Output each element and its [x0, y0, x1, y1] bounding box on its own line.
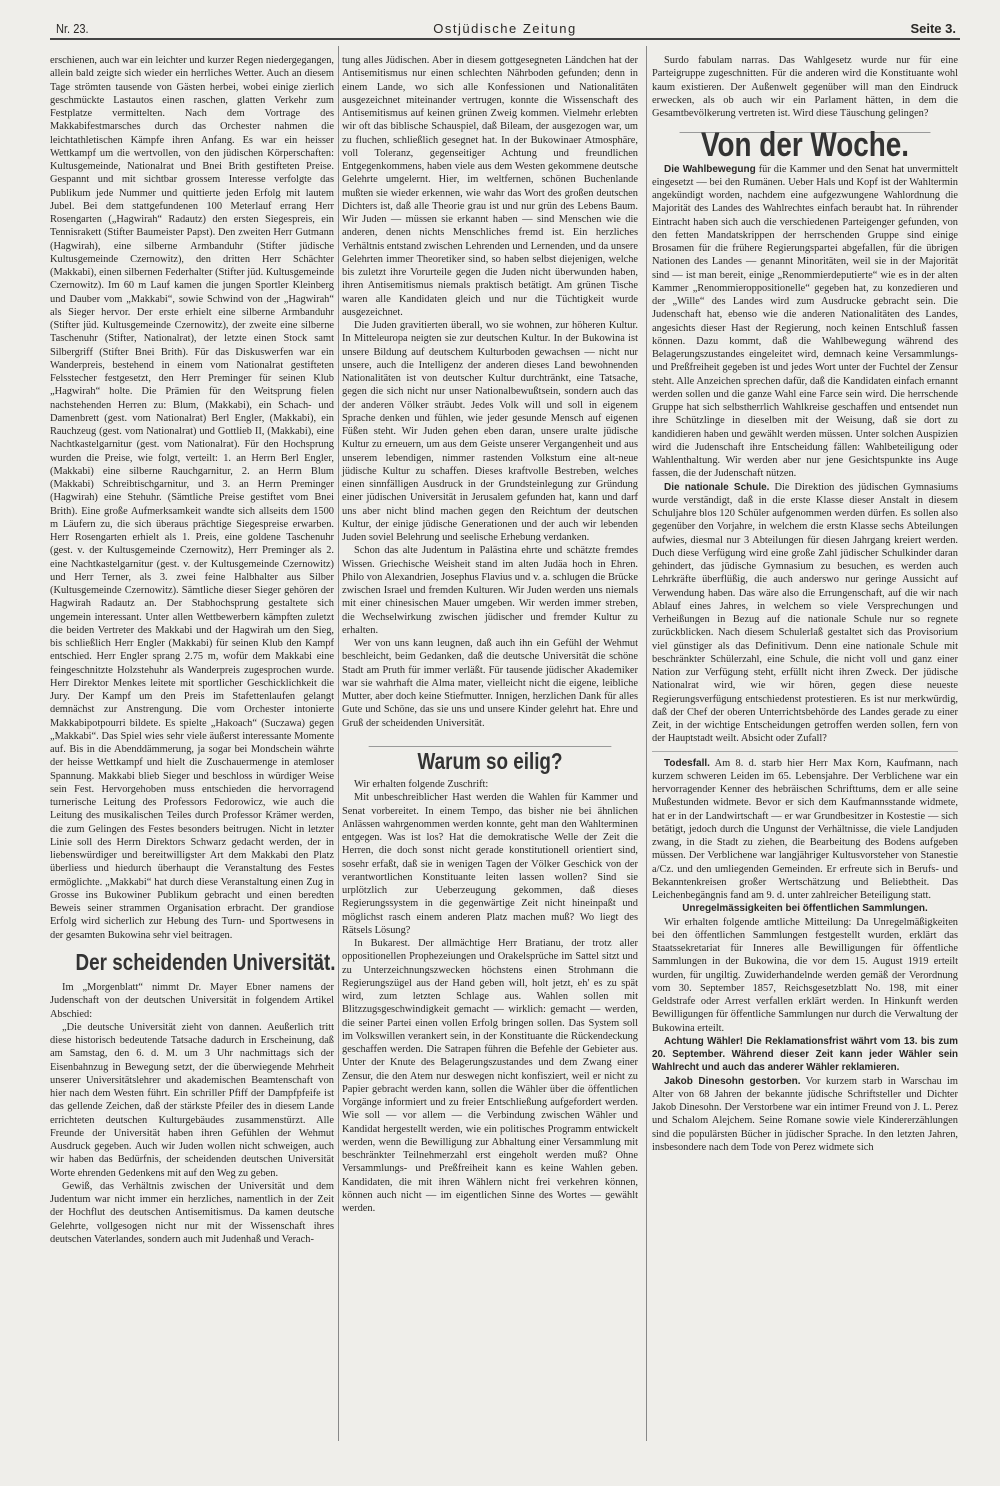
- column-divider: [338, 46, 339, 1441]
- page-number: Seite 3.: [910, 21, 956, 36]
- news-item: [652, 1035, 958, 1075]
- article-paragraph: Mit unbeschreiblicher Hast werden die Wahlen für Kammer und Senat vorbereitet. In einem Tempo, das bisher nie bei ähnlichen Anlässen wahrgenommen werden konnte, geht man den Wahlterminen entgegen. Was ist los? Hat die demokratische Welle der Zeit die Herren, die doch sonst nicht gerade konstitutionell orientiert sind, sosehr erfaßt, daß sie in wenigen Tagen der Völker Geschick von der verantwortlichen Konstituante leiten lassen wollen? Sind sie urplötzlich zur Ueberzeugung gekommen, daß dieses Regierungssystem in die gegenwärtige Zeit nicht hineinpaßt und möglichst rasch einem anderen Platz machen muß? Wo liegt des Rätsels Lösung?: [342, 792, 638, 936]
- article-paragraph: erschienen, auch war ein leichter und kurzer Regen niedergegangen, allein bald zeigte sich wieder ein herrliches Wetter. Auch an diesem Tage strömten tausende von Gästen herbei, wobei einige zierlich geschmückte Lastautos einen raschen, glatten Verkehr zum Festplatze vermittelten. Nach dem Vortrage des Makkabifestmarsches durch das Orchester nahmen die leichtathletischen Kämpfe ihren Anfang. Es war ein heisser Wettkampf um die wertvollen, von den jüdischen Körperschaften: Kultusgemeinde, Nationalrat und Bnei Brith gestifteten Preise. Gespannt und mit sichtbar grossem Interesse verfolgte das Publikum jede Nummer und quittierte jeden Erfolg mit lautem Jubel. Bei dem stattgefundenen 100 Meterlauf errang Herr Rosengarten („Hagwirah“ Radautz) den ersten Siegespreis, ein Tennisrakett (Stifter Baumeister Papst). Den zweiten Herr Gutmann (Hagwirah), eine silberne Armbanduhr (Stifter jüdische Kultusgemeinde Czernowitz), den dritten Herr Schächter (Makkabi), einen silbernen Federhalter (Stifter jüd. Kultusgemeinde Czernowitz). Im 60 m Lauf kamen die jungen Sportler Kleinberg und Dauber vom „Makkabi“, sowie Schwind von der „Hagwirah“ als Sieger hervor. Der erste erhielt eine silberne Armbanduhr (Stifter jüd. Kultusgemeinde Czernowitz), der zweite eine silberne Taschenuhr (Stifter, Nationalrat), der letzte einen Stock samt Silbergriff (Stifter Bnei Brith). Für das Diskuswerfen war ein Wanderpreis, bestehend in einem vom Nationalrat gestifteten Felsstecher festgesetzt, den Herr Preminger für seinen Klub „Hagwirah“ holte. Die Prämien für den Weitsprung fielen nachstehenden Herren zu: Blum, (Makkabi), ein Schach- und Damenbrett (gest. vom Nationalrat) Berl Engler, (Makkabi), ein Rauchzeug (gest. vom Nationalrat) und Gottlieb II, (Makkabi), eine Nachtkastelgarnitur (gest. vom Nationalrat). Für den Hochsprung wurden die Preise, wie folgt, verteilt: 1. an Herrn Berl Engler, (Makkabi) eine silberne Rauchgarnitur, 2. an Herrn Blum (Makkabi) Schreibtischgarnitur, und 3. an Herrn Preminger (Hagwirah) eine Stehuhr. (Sämtliche Preise gestiftet vom Bnei Brith). Eine große Aufmerksamkeit wandte sich allseits dem 1500 m Läufern zu, die sich überaus prächtige Siegespreise erwarben. Herr Rosengarten erhielt als 1. Preis, eine goldene Taschenuhr (gest. v. der Kultusgemeinde Czernowitz), Herr Preminger als 2. eine Nachtkastelgarnitur (gest. v. der Kultusgemeinde Czernowitz) und Herr Terner, als 3. zwei feine Halbhalter aus Silber (Kultusgemeinde Czernowitz). Sämtliche dieser Sieger gehören der Hagwirah Radautz an. Der Stabhochsprung gestaltete sich ungemein interessant. Unter allen Wettbewerbern kämpften zuletzt die beiden Vertreter des Makkabi und der Hagwirah um den Sieg, bis schließlich Herr Engler (Makkabi) für seinen Klub den Kampf entschied. Herr Engler sprang 2.75 m, wofür dem Makkabi eine feingeschnitzte Holzstehuhr als Wanderpreis zugesprochen wurde. Herr Direktor Menkes leitete mit sportlicher Geschicklichkeit die Jury. Der Kampf um den Preis im Stafettenlaufen gelangt demnächst zur Anstrengung. Die vom Orchester intonierte Makkabipotpourri bildete. Es spielte „Hakoach“ (Suczawa) gegen „Makkabi“. Das Spiel wies sehr viele äußerst interessante Momente auf. Bis in die Abenddämmerung, ja sogar bei Mondschein währte der heisse Wettkampf und hielt die Zuschauermenge in atemloser Spannung. Makkabi blieb Sieger und beschloss in würdiger Weise sein Fest. Hervorgehoben muss entschieden die hervorragend turnerische Leitung des Professors Fedorowicz, wie auch die Leitung des musikalischen Teiles durch Professor Krämer werden, die zum Gelingen des Festes besonders beitrugen. Nicht in letzter Linie soll des Herrn Direktors Schwarz gedacht werden, der in liebenswürdiger und bereitwilligster Art dem Makkabi den Platz überliess und hiedurch überhaupt die Veranstaltung des Festes ermöglichte. „Makkabi“ hat durch diese Veranstaltung einen Zug in Grosse ins Bukowiner Publikum gebracht und einen beredten Beweis seiner strammen Organisation erbracht. Der grandiose Erfolg wird sicherlich zur Hebung des Turn- und Sportwesens in der gesamten Bukowina sehr viel beitragen.: [50, 55, 334, 941]
- article-heading: Warum so eilig?: [369, 746, 612, 768]
- news-text: Am 8. d. starb hier Herr Max Korn, Kaufmann, nach kurzem schweren Leiden im 65. Lebensjahre. Der Verblichene war ein hervorragender Kenner des hebräischen Schrifttums, dem er alle seine Mußestunden widmete. Bevor er sich dem Kaufmannsstande widmete, hat er in der Landwirtschaft — er war Grundbesitzer in Kostestie — sich betätigt, jedoch durch die Ungunst der Verhältnisse, die viele Landjuden zwang, in die Stadt zu ziehen, die Bearbeitung des Bodens aufgeben müssen. Der Verblichene war langjähriger Kultusvorsteher von Stanestie a/Cz. und den umliegenden Gemeinden. Er erfreute sich in Berufs- und Bekanntenkreisen großer Wertschätzung und Beliebtheit. Das Leichenbegängnis fand am 9. d. unter zahlreicher Beteiligung statt.: [652, 757, 958, 901]
- news-text: Vor kurzem starb in Warschau im Alter von 68 Jahren der bekannte jüdische Schriftsteller und Dichter Jakob Dinesohn. Der Verstorbene war ein intimer Freund von J. L. Perez und Schalom Alejchem. Seine Romane sowie viele Kindererzählungen sind die populärsten Bücher in jüdischer Sprache. In den letzten Jahren, insbesondere nach dem Tode von Perez widmete sich: [652, 1075, 958, 1153]
- news-item: [652, 163, 958, 481]
- article-paragraph: Die Juden gravitierten überall, wo sie wohnen, zur höheren Kultur. In Mitteleuropa neigten sie zur deutschen Kultur. In der Bukowina ist unsere Bildung auf deutschem Kulturboden gewachsen — nicht nur unsere, auch die Intelligenz der anderen dieses Land bewohnenden Nationalitäten ist von deutscher Kultur durchtränkt, eine Tatsache, gegen die sich nicht nur unser Nationalbewußtsein, sondern auch das der anderen Völker sträubt. Jedes Volk will und soll in eigenem Sprache denken und fühlen, wie jeder gesunde Mensch auf eigenen Füßen steht. Wir Juden gehen eben daran, unsere uralte jüdische Kultur zu erneuern, um aus dem Geiste unserer Vergangenheit und aus unserem lebendigen, nimmer rastenden Volkstum eine alt-neue jüdische Kultur zu schaffen. Dieses kraftvolle Bestreben, welches einen sinnfälligen Ausdruck in der Grundsteinlegung zur Gründung einer jüdischen Universität in Jerusalem gefunden hat, kann und darf uns aber nicht blind machen gegen den Reichtum der deutschen Kultur, der einige jüdische Generationen und der auch wir lebenden Juden soviel Belehrung und seelische Erhebung verdanken.: [342, 320, 638, 543]
- article-paragraph: Schon das alte Judentum in Palästina ehrte und schätzte fremdes Wissen. Griechische Weisheit stand im alten Judäa hoch in Ehren. Philo von Alexandrien, Josephus Flavius und v. a. schlugen die Brücke zwischen Israel und fremden Kulturen. Wir Juden werden uns niemals mit einer chinesischen Mauer umgeben. Wir werden immer streben, die Wechselwirkung zwischen jüdischer und fremder Kultur zu erhalten.: [342, 545, 638, 636]
- news-lead: Die nationale Schule.: [664, 481, 770, 493]
- article-paragraph: tung alles Jüdischen. Aber in diesem gottgesegneten Ländchen hat der Antisemitismus nur einen schlechten Nährboden gefunden; denn in einem Lande, wo sich alle Konfessionen und Nationalitäten ausgezeichnet miteinander vertrugen, konnte die Wissenschaft des Antisemitismus auf keinen grünen Zweig kommen. Vielmehr erlebten wir oft das biblische Schauspiel, daß Bileam, der ausgezogen war, um zu fluchen, schließlich gesegnet hat. In der Bukowinaer Atmosphäre, voll Toleranz, gegenseitiger Achtung und freundlichen Entgegenkommens, haben viele aus dem Westen gekommene deutsche Gelehrte umgelernt. Hier, im weltfernen, schönen Buchenlande mußten sie wieder erkennen, wie wahr das Wort des großen deutschen Dichters ist, daß alle Theorie grau ist und nur grün des Lebens Baum. Wir Juden — müssen sie erkannt haben — sind Menschen wie die anderen, denen nichts Menschliches fremd ist. Ein herzliches Verhältnis entstand zwischen Lehrenden und Lernenden, und da unsere Gelehrten immer Theoretiker sind, so haben selbst diejenigen, welche bis zuletzt ihre Vorurteile gegen die Juden nicht überwunden haben, ihren Antisemitismus niemals praktisch betätigt. Am grünen Tische waren alle Kandidaten gleich und nur die Tüchtigkeit wurde ausgezeichnet.: [342, 55, 638, 318]
- column-2: [342, 54, 638, 1215]
- news-item: [652, 757, 958, 903]
- newspaper-title: Ostjüdische Zeitung: [433, 21, 577, 36]
- news-item: [652, 481, 958, 746]
- article-paragraph: Wir erhalten folgende Zuschrift:: [354, 779, 489, 790]
- news-item: Wir erhalten folgende amtliche Mitteilung: Da Unregelmäßigkeiten bei den öffentlichen Sammlungen festgestellt wurden, erklärt das Staatssekretariat für Inneres alle Bewilligungen für öffentliche Sammlungen in der Bukowina, die vor dem 15. August 1919 erteilt wurden, für ungiltig. Zuwiderhandelnde werden gemäß der Verordnung vom 30. September 1857, Reichsgesetzblatt No. 198, mit einer Geldstrafe oder Arrest verfallen erklärt werden. In Hinkunft werden Bewilligungen für öffentliche Sammlungen nur durch die Verwaltung der Bukowina erteilt.: [652, 916, 958, 1034]
- news-lead: Jakob Dinesohn gestorben.: [664, 1075, 801, 1087]
- divider: [652, 751, 958, 752]
- news-text: Die Direktion des jüdischen Gymnasiums wurde verständigt, daß in die erste Klasse dieser Anstalt in diesem Schuljahre blos 120 Schüler aufgenommen werden dürfen. Es sollen also gegenüber den Vorjahre, in welchem die erstn Klasse sechs Abteilungen aufwies, diesmal nur 3 Abteilungen für diesen Jahrgang kreiert werden. Duch diese Verfügung wird eine große Zahl jüdischer Schulkinder daran gehindert, das jüdische Gymnasium zu besuchen, es werden auch Lehrkräfte überflüßig, die auch anderswo nur geringe Aussicht auf Verwendung haben. Das wäre also die Errungenschaft, auf die wir nach Ablauf eines Jahres, in welchem so viele Versprechungen und Verheißungen in Bezug auf die nationale Schule nur so regnete zurückblicken. Nach diesem Schulerlaß gestaltet sich das Provisorium viel günstiger als das Definitivum. Denn eine nationale Schule mit beschränkter Schülerzahl, eine Schule, die nicht voll und ganz einer Nation zur Verfügung steht, erfüllt nicht ihren Zweck. Der jüdische Nationalrat wird, wie wir hören, gegen diese neueste Regierungsverfügung entschiedenst protestieren. Es ist nur merkwürdig, daß der Chef der oberen Unterrichtsbehörde des Landes gerade zu einer Zeit, in der wichtige Entscheidungen getroffen werden sollen, fern von der Hauptstadt weilt. Absicht oder Zufall?: [652, 481, 958, 745]
- column-1: [50, 54, 334, 1246]
- article-paragraph: „Die deutsche Universität zieht von dannen. Aeußerlich tritt diese historisch bedeutende Tatsache dadurch in Erscheinung, daß am Samstag, den 6. d. M. um 3 Uhr nachmittags sich der Eisenbahnzug in Bewegung setzt, der die überwiegende Mehrheit unserer Universitätslehrer und akademischen Beamtenschaft von hier nach dem Westen führt. Ein schriller Pfiff der Dampfpfeife ist das gellende Zeichen, daß der stärkste Pfeiler des in diesem Lande errichteten deutschen Kulturgebäudes zusammenstürzt. Alle Freunde der Universität haben ihren Gefühlen der Wehmut Ausdruck gegeben. Auch wir Juden wollen nicht schweigen, auch wir haben das Bedürfnis, der scheidenden deutschen Universität Worte ehrenden Gedenkens mit auf den Weg zu geben.: [50, 1021, 334, 1179]
- news-lead: Die Wahlbewegung: [664, 163, 756, 175]
- news-subheading: Unregelmässigkeiten bei öffentlichen Sammlungen.: [682, 903, 928, 915]
- article-paragraph: Im „Morgenblatt“ nimmt Dr. Mayer Ebner namens der Judenschaft von der deutschen Universität in folgendem Artikel Abschied:: [50, 982, 334, 1020]
- news-item: [652, 1075, 958, 1155]
- issue-number: Nr. 23.: [56, 21, 89, 36]
- article-paragraph: Wer von uns kann leugnen, daß auch ihn ein Gefühl der Wehmut beschleicht, beim Gedanken, daß die deutsche Universität die schöne Stadt am Pruth für immer verläßt. Für tausende jüdischer Akademiker war sie wahrhaft die Alma mater, vielleicht nicht die eigene, leibliche Mutter, aber doch keine Stiefmutter. Innigen, herzlichen Dank für alles Gute und Schöne, das sie uns und unsere Kinder gelehrt hat. Ehre und Gruß der scheidenden Universität.: [342, 638, 638, 729]
- news-lead: Todesfall.: [664, 757, 710, 769]
- column-divider: [646, 46, 647, 1441]
- news-lead: Achtung Wähler!: [664, 1035, 744, 1047]
- article-paragraph: In Bukarest. Der allmächtige Herr Bratianu, der trotz aller oppositionellen Prophezeiungen und Orakelsprüche im Sattel sitzt und zu Unterzeichnungszwecken höchstens einen Strohmann die Regierungszügel aus der Hand geben will, holt jetzt, eh' es zu spät wird, zum letzten Schlage aus. Wahlen sollen mit Blitzzugsgeschwindigkeit gemacht — wirklich: gemacht — werden, die seiner Partei einen vollen Erfolg bringen sollen. Das System soll im Volkswillen verankert sein, in der Konstituante die Rückendeckung geschaffen werden. Die Satrapen führen die Befehle der Gebieter aus. Unter der Knute des Belagerungszustandes und dem Zwang einer Zensur, die den Atem nur deswegen nicht konfisziert, weil er nicht zu Papier gebracht werden kann, sollen die Wähler über die öffentlichen Vorgänge informiert und zu freier Entschließung aufgefordert werden. Wie soll — vor allem — die Verbindung zwischen Wähler und Kandidat hergestellt werden, wie ein politisches Programm entwickelt werden, wenn die Bewilligung zur Abhaltung einer Versammlung mit beschränkter Teilnehmerzahl erst eingeholt werden muß? Ohne Versammlungs- und Preßfreiheit kann es keine Wahlen geben. Kandidaten, die mit ihren Wählern nicht frei verkehren können, können auch nicht — im eigentlichen Sinne des Wortes — gewählt werden.: [342, 938, 638, 1214]
- article-paragraph: Surdo fabulam narras. Das Wahlgesetz wurde nur für eine Parteigruppe zugeschnitten. Für die anderen wird die Konstituante wohl kaum existieren. Der Außenwelt gegenüber will man den Eindruck erwecken, als ob auch wir ein Parlament hätten, in dem die Gesamtbevölkerung vertreten ist. Wird diese Täuschung gelingen?: [652, 55, 958, 119]
- page-header: [50, 18, 960, 40]
- column-3: [652, 54, 958, 1154]
- article-paragraph: Gewiß, das Verhältnis zwischen der Universität und dem Judentum war nicht immer ein herzliches, namentlich in der Zeit der Hochflut des deutschen Antisemitismus. Da kamen deutsche Gelehrte, vollgesogen nicht nur mit der Wissenschaft ihres deutschen Vaterlandes, sondern auch mit Judenhaß und Verach-: [50, 1180, 334, 1245]
- news-text: für die Kammer und den Senat hat unvermittelt eingesetzt — bei den Rumänen. Ueber Hals und Kopf ist der Wahltermin angekündigt worden, nachdem eine aufgezwungene Wahlordnung die Majorität des Landes des Wahlrechtes einfach beraubt hat. In rührender Eintracht haben sich auch die verschiedenen Parteigenger gefunden, von den fetten Mandatskrippen der herrschenden Gruppe sind einige Brosamen für die frühere Regierungspartei abgefallen, für die übrigen Nationen des Landes — genannt Minoritäten, weil sie in der Majorität sind — ist man bereit, einige „Renommierdeputierte“ wie es in der alten Kammer „Renommieroppositionelle“ gegeben hat, zu konzedieren und der „Wille“ des Landes wird zum Ausdrucke gebracht sein. Die Judenschaft hat, ebenso wie die anderen Nationalitäten des Landes, angesichts dieser Hast der Regierung, noch keinen Entschluß fassen können. Dazu kommt, daß die Wahlbewegung während des Belagerungszustandes eingeleitet wird, demnach keine Versammlungs- und Preßfreiheit gegeben ist und jedes Wort unter der Fuchtel der Zensur steht. Alle Anzeichen sprechen dafür, daß die Kandidaten einfach ernannt werden sollen und die ganze Wahl eine Farce sein wird. Die herrschende Gruppe hat sich selbstherrlich Wahlkreise geschaffen und entsendet nun ihre Schützlinge in dieselben mit der Weisung, daß sie dort zu kandidieren haben und gewählt werden müssen. Unter solchen Auspizien wird die Judenschaft ihre Entscheidung fällen: Wahlbeteiligung oder Wahlenthaltung. Wir werden aber nur jene Gesichtspunkte ins Auge fassen, die der Judenschaft nützen.: [652, 163, 958, 480]
- article-heading: Der scheidenden Universität.: [75, 948, 336, 975]
- section-heading: Von der Woche.: [680, 132, 931, 152]
- news-text: Die Reklamationsfrist währt vom 13. bis zum 20. September. Während dieser Zeit kann jeder Wähler sein Wahlrecht und auch das anderer Wähler reklamieren.: [652, 1035, 958, 1074]
